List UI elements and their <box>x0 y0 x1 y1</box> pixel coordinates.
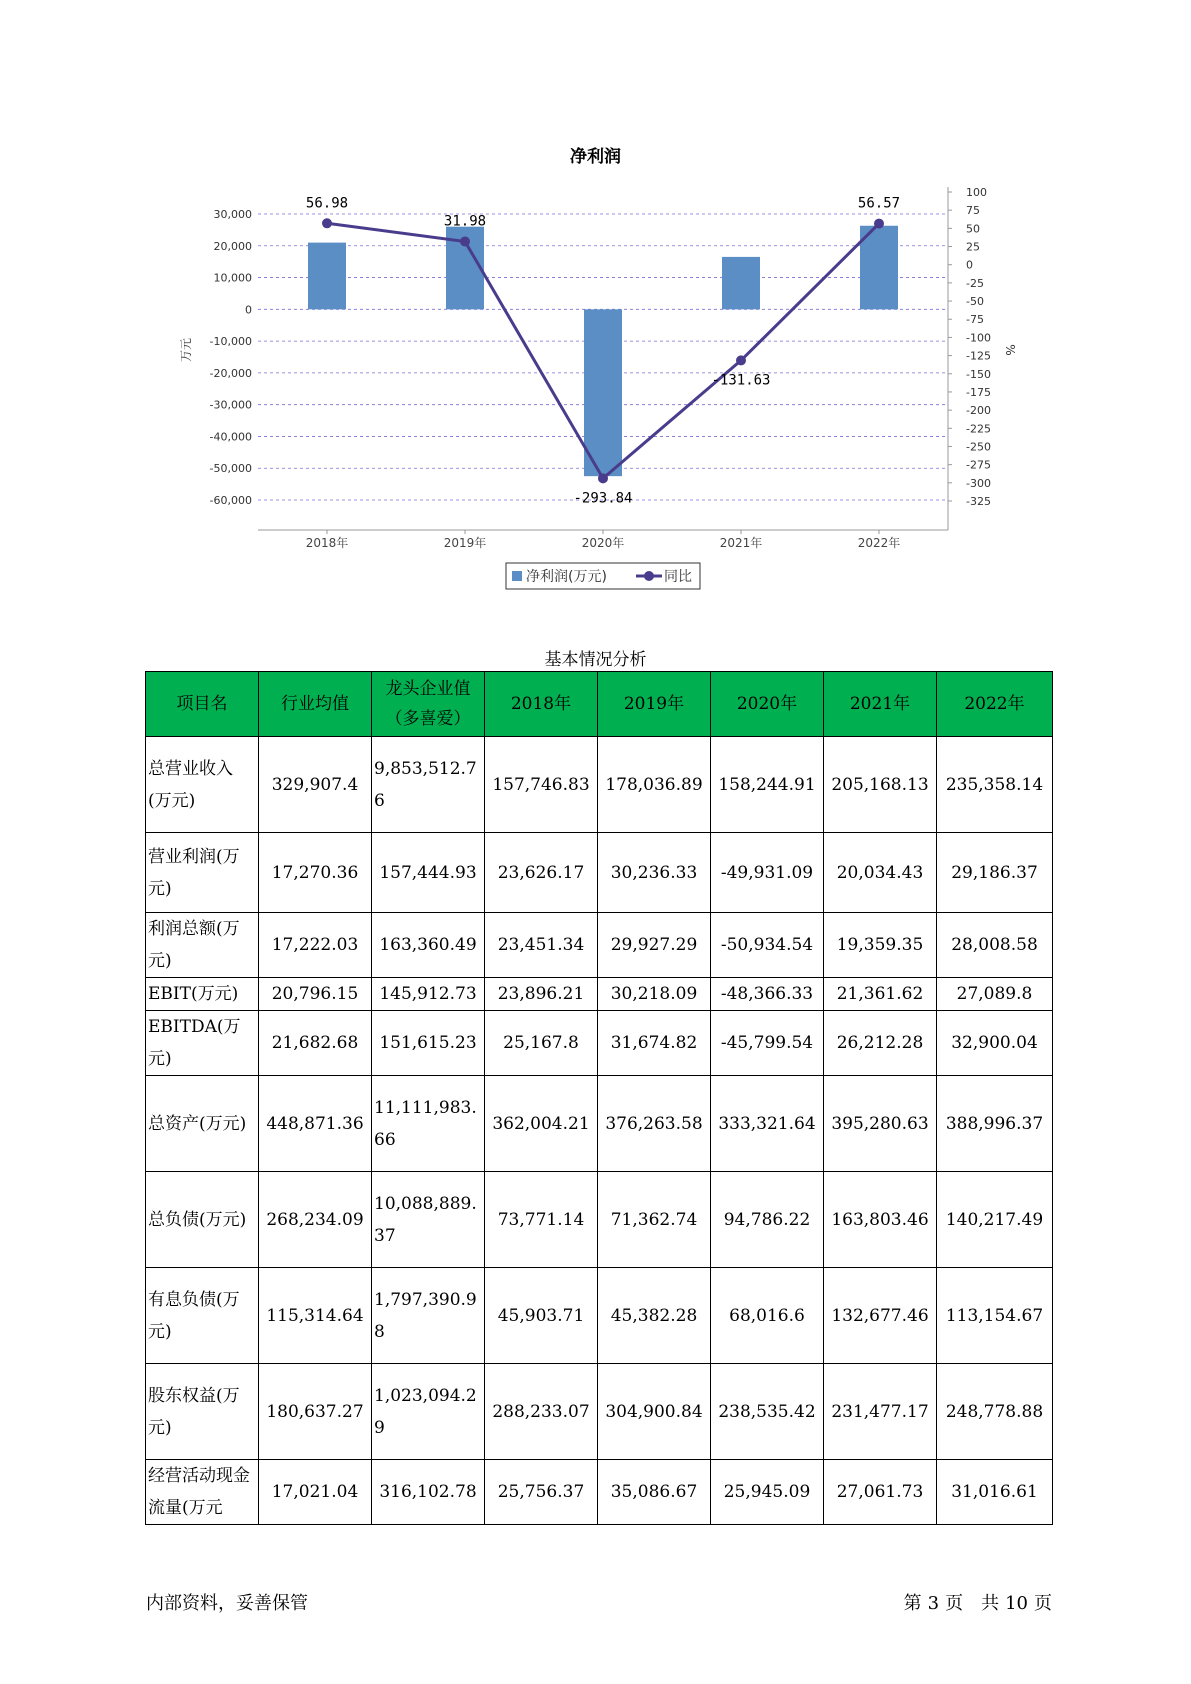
value-cell: 304,900.84 <box>598 1364 711 1460</box>
y2-tick-label: -200 <box>966 404 991 418</box>
page-mid: 页 共 <box>945 1593 1000 1614</box>
value-cell: 9,853,512.76 <box>372 737 485 833</box>
value-cell: 238,535.42 <box>711 1364 824 1460</box>
table-row <box>146 913 1053 978</box>
legend-line-marker <box>644 571 654 581</box>
value-cell: 140,217.49 <box>937 1172 1053 1268</box>
value-cell: 145,912.73 <box>372 978 485 1011</box>
y2-tick-label: -125 <box>966 349 991 363</box>
y2-tick-label: -25 <box>966 276 984 290</box>
y2-tick-label: -275 <box>966 458 991 472</box>
header-2020: 2020年 <box>711 672 824 737</box>
value-cell: 94,786.22 <box>711 1172 824 1268</box>
x-tick-label: 2019年 <box>443 536 487 550</box>
yoy-data-label: 56.57 <box>857 195 901 212</box>
value-cell: 288,233.07 <box>485 1364 598 1460</box>
table-row <box>146 1172 1053 1268</box>
row-label-cell: 总资产(万元) <box>146 1076 259 1172</box>
value-cell: 178,036.89 <box>598 737 711 833</box>
table-header-row <box>146 672 1053 737</box>
y2-tick-label: 0 <box>966 258 973 272</box>
x-tick-label: 2022年 <box>857 536 901 550</box>
page-total: 10 <box>1005 1593 1028 1614</box>
y-tick-label: 0 <box>245 303 252 317</box>
value-cell: 35,086.67 <box>598 1460 711 1525</box>
row-label-cell: 利润总额(万元) <box>146 913 259 978</box>
value-cell: 329,907.4 <box>259 737 372 833</box>
table-row <box>146 1011 1053 1076</box>
y-tick-label: 20,000 <box>213 239 252 253</box>
value-cell: 17,222.03 <box>259 913 372 978</box>
y2-tick-label: 100 <box>966 186 987 199</box>
value-cell: 25,945.09 <box>711 1460 824 1525</box>
y-tick-label: -30,000 <box>209 398 252 412</box>
y2-tick-label: -300 <box>966 476 991 490</box>
value-cell: -50,934.54 <box>711 913 824 978</box>
value-cell: 31,016.61 <box>937 1460 1053 1525</box>
value-cell: 157,746.83 <box>485 737 598 833</box>
table-row <box>146 833 1053 913</box>
value-cell: 395,280.63 <box>824 1076 937 1172</box>
value-cell: 163,803.46 <box>824 1172 937 1268</box>
value-cell: 25,167.8 <box>485 1011 598 1076</box>
value-cell: 25,756.37 <box>485 1460 598 1525</box>
value-cell: 362,004.21 <box>485 1076 598 1172</box>
basic-analysis-table <box>145 671 1053 1525</box>
value-cell: 268,234.09 <box>259 1172 372 1268</box>
value-cell: -45,799.54 <box>711 1011 824 1076</box>
footer-confidential: 内部资料，妥善保管 <box>146 1593 308 1614</box>
legend-bar-swatch <box>512 571 522 581</box>
value-cell: 23,896.21 <box>485 978 598 1011</box>
y2-tick-label: -250 <box>966 440 991 454</box>
value-cell: 235,358.14 <box>937 737 1053 833</box>
yoy-data-label: -293.84 <box>573 490 633 507</box>
y2-tick-label: 50 <box>966 222 980 236</box>
value-cell: 29,927.29 <box>598 913 711 978</box>
value-cell: 28,008.58 <box>937 913 1053 978</box>
yoy-data-label: 31.98 <box>443 213 487 230</box>
value-cell: 27,061.73 <box>824 1460 937 1525</box>
y-tick-label: -60,000 <box>209 494 252 507</box>
header-item-name: 项目名 <box>146 672 259 737</box>
table-row <box>146 737 1053 833</box>
x-tick-label: 2018年 <box>305 536 349 550</box>
table-row <box>146 978 1053 1011</box>
y2-tick-label: 25 <box>966 240 980 254</box>
value-cell: -49,931.09 <box>711 833 824 913</box>
value-cell: 68,016.6 <box>711 1268 824 1364</box>
table-row <box>146 1364 1053 1460</box>
value-cell: 1,797,390.98 <box>372 1268 485 1364</box>
table-row <box>146 1460 1053 1525</box>
page-prefix: 第 <box>903 1593 922 1614</box>
x-tick-label: 2020年 <box>581 536 625 550</box>
table-caption: 基本情况分析 <box>544 650 647 670</box>
y2-tick-label: -150 <box>966 367 991 381</box>
legend-label-net-profit: 净利润(万元) <box>526 569 607 585</box>
y2-tick-label: -75 <box>966 313 984 327</box>
y-axis-label: 万元 <box>179 337 193 363</box>
row-label-cell: 营业利润(万元) <box>146 833 259 913</box>
value-cell: 316,102.78 <box>372 1460 485 1525</box>
y-tick-label: 30,000 <box>213 208 252 221</box>
value-cell: 248,778.88 <box>937 1364 1053 1460</box>
value-cell: 20,034.43 <box>824 833 937 913</box>
row-label-cell: 股东权益(万元) <box>146 1364 259 1460</box>
value-cell: 132,677.46 <box>824 1268 937 1364</box>
table-row <box>146 1268 1053 1364</box>
y2-tick-label: -175 <box>966 385 991 399</box>
chart-svg <box>0 0 1191 600</box>
value-cell: 376,263.58 <box>598 1076 711 1172</box>
value-cell: 32,900.04 <box>937 1011 1053 1076</box>
page-suffix: 页 <box>1034 1593 1052 1614</box>
header-industry-avg: 行业均值 <box>259 672 372 737</box>
value-cell: 21,682.68 <box>259 1011 372 1076</box>
row-label-cell: 有息负债(万元) <box>146 1268 259 1364</box>
value-cell: 157,444.93 <box>372 833 485 913</box>
row-label-cell: 总营业收入(万元) <box>146 737 259 833</box>
value-cell: 151,615.23 <box>372 1011 485 1076</box>
y-tick-label: 10,000 <box>213 271 252 285</box>
row-label-cell: EBIT(万元) <box>146 978 259 1011</box>
value-cell: 388,996.37 <box>937 1076 1053 1172</box>
value-cell: 19,359.35 <box>824 913 937 978</box>
bar-net-profit <box>308 243 346 310</box>
value-cell: 71,362.74 <box>598 1172 711 1268</box>
value-cell: 23,626.17 <box>485 833 598 913</box>
yoy-data-label: -131.63 <box>711 372 771 389</box>
value-cell: 1,023,094.29 <box>372 1364 485 1460</box>
y2-tick-label: -325 <box>966 495 991 508</box>
value-cell: 158,244.91 <box>711 737 824 833</box>
header-2019: 2019年 <box>598 672 711 737</box>
value-cell: 31,674.82 <box>598 1011 711 1076</box>
row-label-cell: 总负债(万元) <box>146 1172 259 1268</box>
header-2021: 2021年 <box>824 672 937 737</box>
y-tick-label: -40,000 <box>209 430 252 444</box>
chart-title: 净利润 <box>570 147 621 167</box>
value-cell: 29,186.37 <box>937 833 1053 913</box>
value-cell: 113,154.67 <box>937 1268 1053 1364</box>
value-cell: 30,218.09 <box>598 978 711 1011</box>
net-profit-chart <box>0 0 1191 600</box>
y-tick-label: -10,000 <box>209 335 252 349</box>
y2-tick-label: -50 <box>966 295 984 309</box>
value-cell: 30,236.33 <box>598 833 711 913</box>
value-cell: 333,321.64 <box>711 1076 824 1172</box>
yoy-point <box>736 355 746 365</box>
value-cell: 115,314.64 <box>259 1268 372 1364</box>
value-cell: 11,111,983.66 <box>372 1076 485 1172</box>
table-row <box>146 1076 1053 1172</box>
value-cell: 205,168.13 <box>824 737 937 833</box>
yoy-point <box>598 473 608 483</box>
yoy-point <box>460 236 470 246</box>
y2-tick-label: -100 <box>966 331 991 345</box>
value-cell: 45,903.71 <box>485 1268 598 1364</box>
value-cell: 27,089.8 <box>937 978 1053 1011</box>
row-label-cell: EBITDA(万元) <box>146 1011 259 1076</box>
value-cell: 180,637.27 <box>259 1364 372 1460</box>
bar-net-profit <box>722 257 760 309</box>
page-current: 3 <box>927 1593 940 1614</box>
value-cell: 20,796.15 <box>259 978 372 1011</box>
y2-tick-label: -225 <box>966 422 991 436</box>
legend-label-yoy: 同比 <box>664 569 692 585</box>
y2-axis-label: % <box>1003 344 1017 356</box>
header-2018: 2018年 <box>485 672 598 737</box>
row-label-cell: 经营活动现金流量(万元 <box>146 1460 259 1525</box>
value-cell: 45,382.28 <box>598 1268 711 1364</box>
x-tick-label: 2021年 <box>719 536 763 550</box>
value-cell: 10,088,889.37 <box>372 1172 485 1268</box>
yoy-point <box>874 219 884 229</box>
y2-tick-label: 75 <box>966 204 980 218</box>
value-cell: -48,366.33 <box>711 978 824 1011</box>
y-tick-label: -50,000 <box>209 462 252 476</box>
header-2022: 2022年 <box>937 672 1053 737</box>
yoy-data-label: 56.98 <box>305 195 349 212</box>
value-cell: 17,021.04 <box>259 1460 372 1525</box>
value-cell: 23,451.34 <box>485 913 598 978</box>
bar-net-profit <box>584 309 622 476</box>
yoy-point <box>322 218 332 228</box>
footer-page-number <box>898 1589 1052 1615</box>
value-cell: 73,771.14 <box>485 1172 598 1268</box>
value-cell: 448,871.36 <box>259 1076 372 1172</box>
y-tick-label: -20,000 <box>209 366 252 380</box>
header-leader-value: 龙头企业值（多喜爱） <box>372 672 485 737</box>
value-cell: 17,270.36 <box>259 833 372 913</box>
value-cell: 231,477.17 <box>824 1364 937 1460</box>
value-cell: 21,361.62 <box>824 978 937 1011</box>
value-cell: 163,360.49 <box>372 913 485 978</box>
value-cell: 26,212.28 <box>824 1011 937 1076</box>
